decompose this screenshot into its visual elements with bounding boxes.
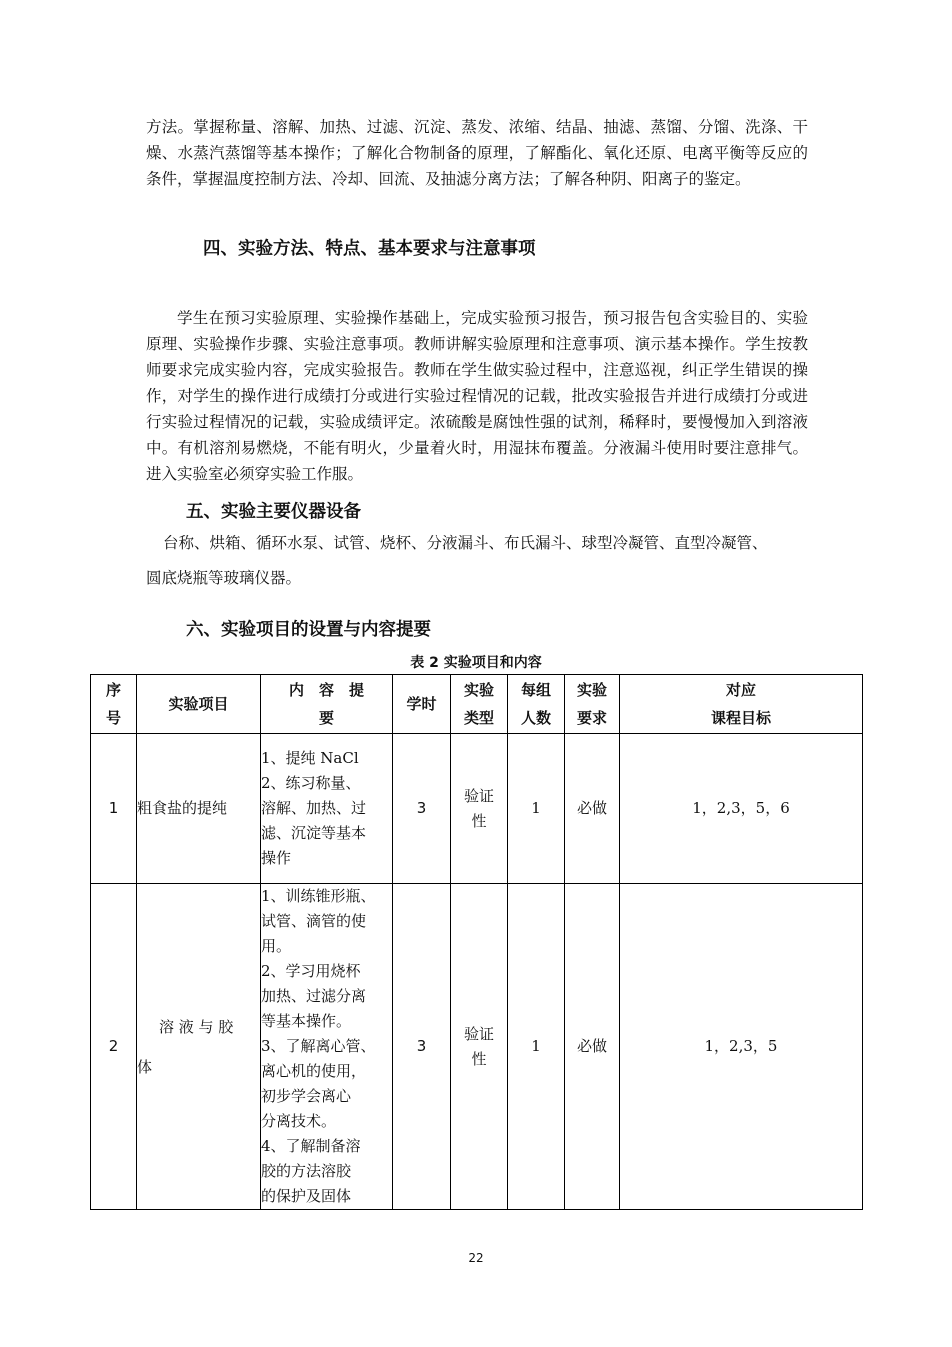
equipment-line-2: 圆底烧瓶等玻璃仪器。 xyxy=(146,569,302,587)
header-course-goal: 对应 课程目标 xyxy=(620,675,863,734)
row-group-size: 1 xyxy=(508,734,565,884)
row-hours: 3 xyxy=(393,884,451,1210)
row-type: 验证 性 xyxy=(451,884,508,1210)
row-index: 1 xyxy=(91,734,137,884)
section-4-heading: 四、实验方法、特点、基本要求与注意事项 xyxy=(203,239,536,259)
intro-paragraph: 方法。掌握称量、溶解、加热、过滤、沉淀、蒸发、浓缩、结晶、抽滤、蒸馏、分馏、洗涤、干燥、水蒸汽蒸馏等基本操作；了解化合物制备的原理，了解酯化、氧化还原、电离平衡等反应的条件，掌握温度控制方法、冷却、回流、及抽滤分离方法；了解各种阴、阳离子的鉴定。 xyxy=(146,118,808,188)
row-requirement: 必做 xyxy=(565,734,620,884)
row-course-goals: 1，2,3，5，6 xyxy=(620,734,863,884)
table-row xyxy=(91,884,863,1210)
table-caption: 表 2 实验项目和内容 xyxy=(410,655,542,671)
row-requirement: 必做 xyxy=(565,884,620,1210)
row-project: 溶 液 与 胶 体 xyxy=(137,884,261,1210)
header-index: 序 号 xyxy=(91,675,137,734)
header-content: 内 容 提 要 xyxy=(261,675,393,734)
table-row xyxy=(91,734,863,884)
row-course-goals: 1，2,3，5 xyxy=(620,884,863,1210)
section-5-heading: 五、实验主要仪器设备 xyxy=(186,502,361,522)
row-index: 2 xyxy=(91,884,137,1210)
equipment-line-1: 台称、烘箱、循环水泵、试管、烧杯、分液漏斗、布氏漏斗、球型冷凝管、直型冷凝管、 xyxy=(163,534,768,552)
header-type: 实验 类型 xyxy=(451,675,508,734)
row-type: 验证 性 xyxy=(451,734,508,884)
row-content: 1、训练锥形瓶、 试管、滴管的使 用。 2、学习用烧杯 加热、过滤分离 等基本操作。 3、了解离心管、 离心机的使用， 初步学会离心 分离技术。 4、了解制备溶 胶的方法溶胶 的保护及固体 xyxy=(261,884,393,1210)
row-hours: 3 xyxy=(393,734,451,884)
table-header-row xyxy=(91,675,863,734)
header-requirement: 实验 要求 xyxy=(565,675,620,734)
header-hours: 学时 xyxy=(393,675,451,734)
experiment-table xyxy=(90,674,863,1210)
row-project: 粗食盐的提纯 xyxy=(137,734,261,884)
page-number: 22 xyxy=(468,1251,484,1265)
header-project: 实验项目 xyxy=(137,675,261,734)
row-group-size: 1 xyxy=(508,884,565,1210)
section-4-paragraph: 学生在预习实验原理、实验操作基础上，完成实验预习报告，预习报告包含实验目的、实验原理、实验操作步骤、实验注意事项。教师讲解实验原理和注意事项、演示基本操作。学生按教师要求完成实验内容，完成实验报告。教师在学生做实验过程中，注意巡视，纠正学生错误的操作，对学生的操作进行成绩打分或进行实验过程情况的记载，批改实验报告并进行成绩打分或进行实验过程情况的记载，实验成绩评定。浓硫酸是腐蚀性强的试剂，稀释时，要慢慢加入到溶液中。有机溶剂易燃烧，不能有明火，少量着火时，用湿抹布覆盖。分液漏斗使用时要注意排气。进入实验室必须穿实验工作服。 xyxy=(146,309,808,483)
header-group-size: 每组 人数 xyxy=(508,675,565,734)
section-6-heading: 六、实验项目的设置与内容提要 xyxy=(186,620,431,640)
row-content: 1、提纯 NaCl 2、练习称量、 溶解、加热、过 滤、沉淀等基本 操作 xyxy=(261,734,393,884)
